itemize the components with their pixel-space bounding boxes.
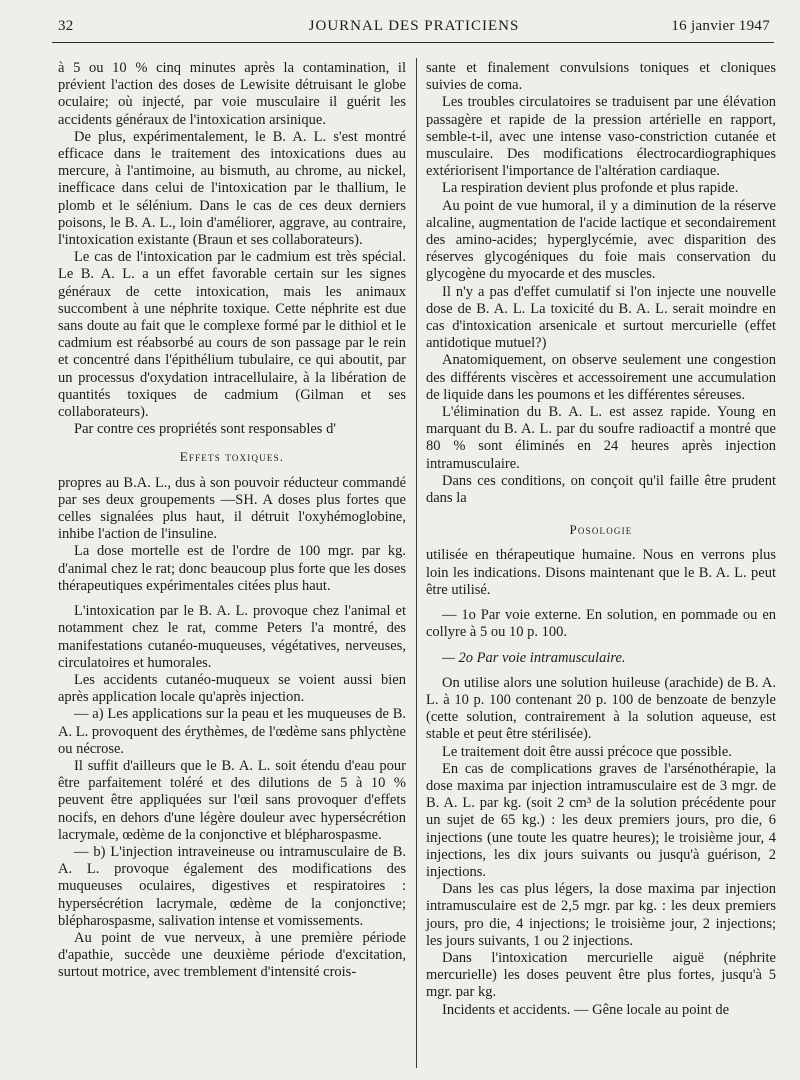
- page-number: 32: [58, 18, 74, 34]
- right-column: [426, 60, 776, 1019]
- running-header: [58, 16, 770, 42]
- left-column: [58, 60, 406, 982]
- paragraph: à 5 ou 10 % cinq minutes après la contamination, il prévient l'action des doses de Lewisite détruisant le globe oculaire; où injecté, par voie musculaire il guérit les accidents généraux de l'intoxication arsinique.: [58, 60, 406, 128]
- paragraph: De plus, expérimentalement, le B. A. L. s'est montré efficace dans le traitement des intoxications dues au mercure, à l'antimoine, au bismuth, au chrome, au nickel, inefficace dans celui de l'intoxication par le thallium, le plomb et le sélénium. Dans le cas de ces deux derniers poisons, le B. A. L., loin d'améliorer, aggrave, au contraire, l'intoxication existante (Braun et ses collaborateurs).: [58, 128, 406, 249]
- paragraph: Dans l'intoxication mercurielle aiguë (néphrite mercurielle) les doses peuvent être plus fortes, jusqu'à 5 mgr. par kg.: [426, 949, 776, 1001]
- section-heading-effets-toxiques: Effets toxiques.: [179, 449, 285, 465]
- paragraph: — 1o Par voie externe. En solution, en pommade ou en collyre à 5 ou 10 p. 100.: [426, 607, 776, 641]
- paragraph: Par contre ces propriétés sont responsables d': [74, 421, 336, 438]
- paragraph: La respiration devient plus profonde et plus rapide.: [442, 180, 739, 197]
- paragraph: En cas de complications graves de l'arsénothérapie, la dose maxima par injection intramusculaire est de 3 mgr. de B. A. L. par kg. (soit 2 cm³ de la solution précédente pour un sujet de 65 kg.) : les deux premiers jours, pro die, 6 injections (une toute les quatre heures); le troisième jour, 4 injections, les dix jours suivants ou jusqu'à guérison, 2 injections.: [426, 760, 776, 880]
- column-divider: [416, 58, 417, 1068]
- journal-title: JOURNAL DES PRATICIENS: [308, 18, 520, 34]
- header-rule: [52, 42, 774, 43]
- paragraph: On utilise alors une solution huileuse (arachide) de B. A. L. à 10 p. 100 contenant 20 p. 100 de benzoate de benzyle (cette solution, contrairement à la solution aqueuse, est stable et peut être stérilisée).: [426, 674, 776, 743]
- issue-date: 16 janvier 1947: [671, 18, 770, 34]
- paragraph: Il n'y a pas d'effet cumulatif si l'on injecte une nouvelle dose de B. A. L. La toxicité du B. A. L. serait moindre en cas d'intoxication arsenicale et surtout mercurielle (effet antidotique mutuel?): [426, 283, 776, 352]
- paragraph: Les accidents cutanéo-muqueux se voient aussi bien après application locale qu'après injection.: [58, 671, 406, 706]
- paragraph: utilisée en thérapeutique humaine. Nous en verrons plus loin les indications. Disons maintenant que le B. A. L. peut être utilisé.: [426, 547, 776, 598]
- paragraph: La dose mortelle est de l'ordre de 100 mgr. par kg. d'animal chez le rat; donc beaucoup plus forte que les doses thérapeutiques expérimentales citées plus haut.: [58, 543, 406, 594]
- paragraph: Incidents et accidents. — Gêne locale au point de: [442, 1001, 730, 1018]
- paragraph: Les troubles circulatoires se traduisent par une élévation passagère et rapide de la pression artérielle en rapport, semble-t-il, avec une intense vaso-constriction cutanée et musculaire. Des modifications électrocardiographiques extériorisent l'importance de l'altération cardiaque.: [426, 94, 776, 180]
- paragraph: Au point de vue nerveux, à une première période d'apathie, succède une deuxième période d'excitation, surtout motrice, avec tremblement d'intensité crois-: [58, 929, 406, 981]
- paragraph: Il suffit d'ailleurs que le B. A. L. soit étendu d'eau pour être parfaitement toléré et des dilutions de 5 à 10 % peuvent être appliquées sur l'œil sans provoquer d'effets nocifs, en dehors d'une légère douleur avec hypersécrétion lacrymale, œdème de la conjonctive et blépharospasme.: [58, 757, 406, 843]
- paragraph: Anatomiquement, on observe seulement une congestion des différents viscères et accessoirement une accumulation de liquide dans les poumons et les différentes séreuses.: [426, 352, 776, 403]
- paragraph: — a) Les applications sur la peau et les muqueuses de B. A. L. provoquent des érythèmes, de l'œdème sans phlyctène ou nécrose.: [58, 706, 406, 757]
- paragraph: Le cas de l'intoxication par le cadmium est très spécial. Le B. A. L. a un effet favorable certain sur les signes généraux de cette intoxication, mais les animaux succombent à une néphrite toxique. Cette néphrite est due sans doute au fait que le complexe formé par le dithiol et le cadmium est réabsorbé au cours de son passage par le rein et concentré dans l'épithélium tubulaire, ce qui aboutit, par un processus d'oxydation intracellulaire, à la libération de quantités toxiques de cadmium (Gilman et ses collaborateurs).: [58, 249, 406, 421]
- paragraph: Dans les cas plus légers, la dose maxima par injection intramusculaire est de 2,5 mgr. par kg. : les deux premiers jours, pro die, 4 injections; le troisième jour, 2 injections; les jours suivants, 1 ou 2 injections.: [426, 881, 776, 949]
- paragraph: propres au B.A. L., dus à son pouvoir réducteur commandé par ses deux groupements —SH. A doses plus fortes que celles signalées plus haut, il détruit l'oxyhémoglobine, inhibe l'action de l'insuline.: [58, 474, 406, 543]
- paragraph: Dans ces conditions, on conçoit qu'il faille être prudent dans la: [426, 472, 776, 507]
- paragraph: L'intoxication par le B. A. L. provoque chez l'animal et notamment chez le rat, comme Peters l'a montré, des manifestations cutanéo-muqueuses, végétatives, nerveuses, circulatoires et humorales.: [58, 603, 406, 671]
- paragraph: L'élimination du B. A. L. est assez rapide. Young en marquant du B. A. L. par du soufre radioactif a montré que 80 % sont éliminés en 24 heures après injection intramusculaire.: [426, 404, 776, 472]
- paragraph: sante et finalement convulsions toniques et cloniques suivies de coma.: [426, 60, 776, 94]
- paragraph: — 2o Par voie intramusculaire.: [442, 649, 626, 666]
- paragraph: Le traitement doit être aussi précoce que possible.: [442, 743, 732, 760]
- paragraph: — b) L'injection intraveineuse ou intramusculaire de B. A. L. provoque également des modifications des muqueuses oculaires, digestives et respiratoires : hypersécrétion lacrymale, œdème de la conjonctive; blépharospasme, salivation intense et vomissements.: [58, 843, 406, 929]
- section-heading-posologie: Posologie: [569, 522, 633, 538]
- paragraph: Au point de vue humoral, il y a diminution de la réserve alcaline, augmentation de l'acide lactique et secondairement des amino-acides; hyperglycémie, avec disparition des réserves glycogéniques du foie mais conservation du glycogène du myocarde et des muscles.: [426, 197, 776, 283]
